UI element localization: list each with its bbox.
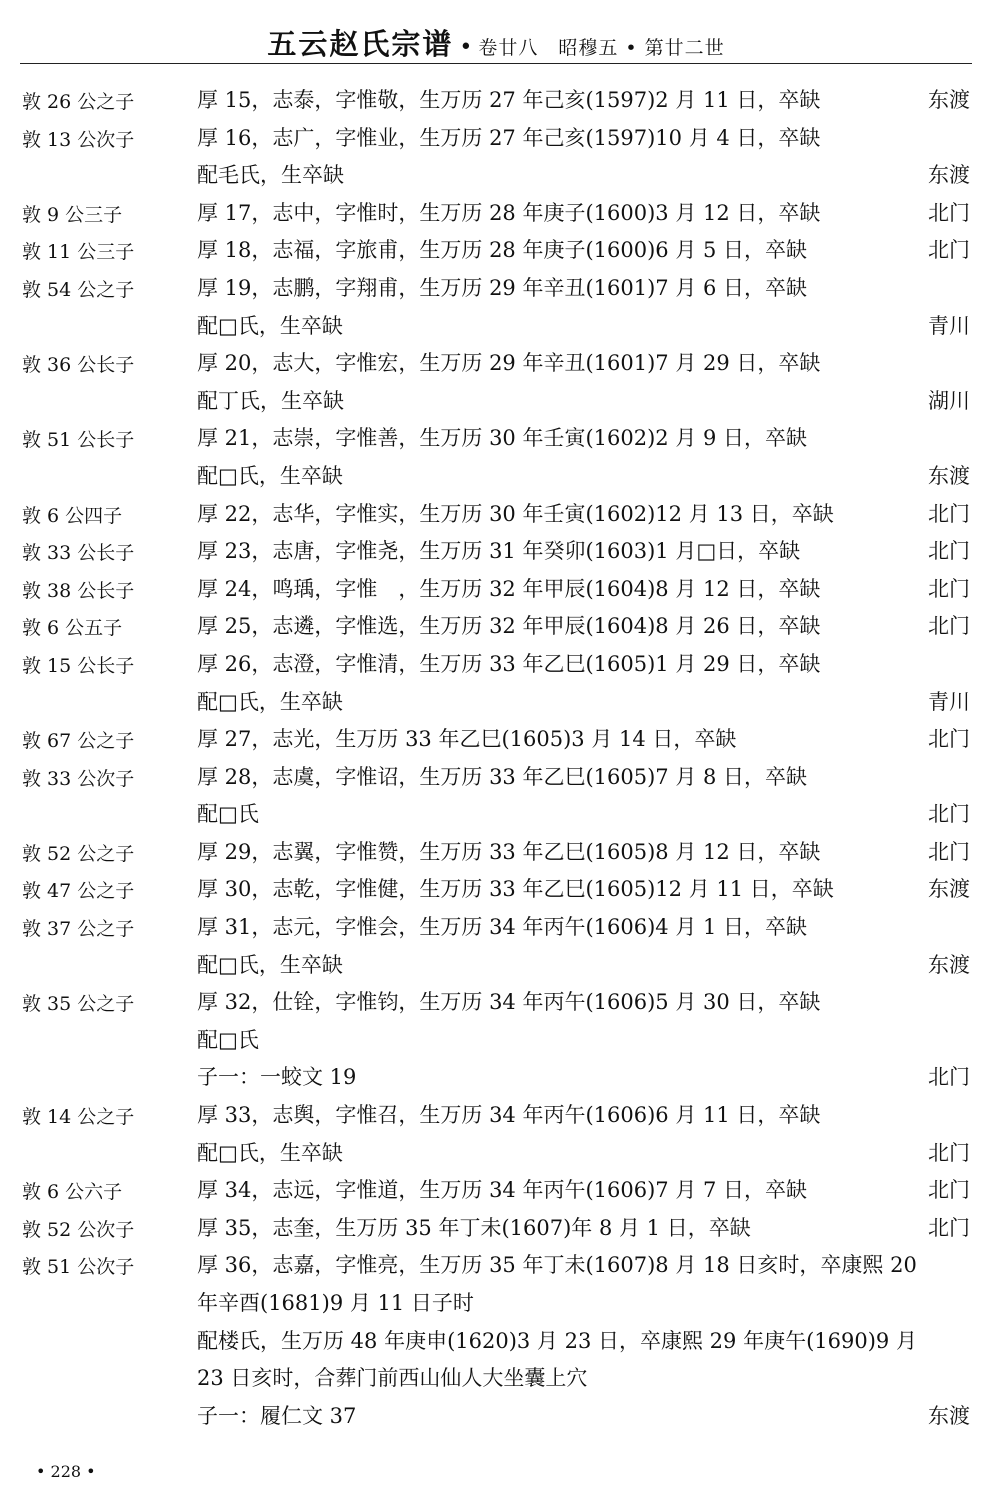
parent-relation: 敦 14 公之子 bbox=[22, 1106, 135, 1129]
parent-relation: 敦 47 公之子 bbox=[22, 880, 135, 903]
residence-location: 北门 bbox=[928, 576, 970, 601]
residence-location: 东渡 bbox=[928, 952, 970, 977]
entry-text: 厚 25，志遴，字惟选，生万历 32 年甲辰(1604)8 月 26 日，卒缺 bbox=[197, 614, 821, 639]
entry-text: 厚 16，志广，字惟业，生万历 27 年己亥(1597)10 月 4 日，卒缺 bbox=[197, 125, 821, 150]
parent-relation: 敦 51 公长子 bbox=[22, 429, 135, 452]
entry-text: 厚 29，志翼，字惟赞，生万历 33 年乙巳(1605)8 月 12 日，卒缺 bbox=[197, 839, 821, 864]
entry-text: 厚 24，鸣瑀，字惟 ，生万历 32 年甲辰(1604)8 月 12 日，卒缺 bbox=[197, 576, 821, 601]
residence-location: 东渡 bbox=[928, 163, 970, 188]
residence-location: 北门 bbox=[928, 501, 970, 526]
parent-relation: 敦 67 公之子 bbox=[22, 730, 135, 753]
entry-row bbox=[0, 458, 992, 496]
entry-row bbox=[0, 796, 992, 834]
entry-text: 厚 23，志唐，字惟尧，生万历 31 年癸卯(1603)1 月□日，卒缺 bbox=[197, 539, 801, 564]
residence-location: 北门 bbox=[928, 539, 970, 564]
entry-row bbox=[0, 947, 992, 985]
parent-relation: 敦 52 公次子 bbox=[22, 1218, 135, 1241]
entry-row bbox=[0, 1059, 992, 1097]
parent-relation: 敦 36 公长子 bbox=[22, 354, 135, 377]
entry-text: 厚 21，志崇，字惟善，生万历 30 年壬寅(1602)2 月 9 日，卒缺 bbox=[197, 426, 808, 451]
entry-row bbox=[0, 871, 992, 909]
residence-location: 北门 bbox=[928, 1215, 970, 1240]
section-subtitle: 卷廿八 昭穆五 • 第廿二世 bbox=[478, 37, 725, 59]
parent-relation: 敦 11 公三子 bbox=[22, 241, 135, 264]
entry-row bbox=[0, 1210, 992, 1248]
residence-location: 北门 bbox=[928, 1140, 970, 1165]
entry-row bbox=[0, 759, 992, 797]
entry-row bbox=[0, 383, 992, 421]
residence-location: 北门 bbox=[928, 1178, 970, 1203]
entry-row bbox=[0, 721, 992, 759]
parent-relation: 敦 6 公四子 bbox=[22, 504, 123, 527]
entry-text: 子一：一蛟文 19 bbox=[197, 1065, 357, 1090]
entry-text: 厚 36，志嘉，字惟亮，生万历 35 年丁未(1607)8 月 18 日亥时，卒康熙 20 bbox=[197, 1253, 917, 1278]
entry-text: 厚 33，志舆，字惟召，生万历 34 年丙午(1606)6 月 11 日，卒缺 bbox=[197, 1103, 821, 1128]
entry-text: 厚 17，志中，字惟时，生万历 28 年庚子(1600)3 月 12 日，卒缺 bbox=[197, 200, 821, 225]
parent-relation: 敦 52 公之子 bbox=[22, 842, 135, 865]
entry-text: 厚 35，志奎，生万历 35 年丁未(1607)年 8 月 1 日，卒缺 bbox=[197, 1215, 751, 1240]
entry-row bbox=[0, 1097, 992, 1135]
entry-row bbox=[0, 1135, 992, 1173]
entry-row bbox=[0, 345, 992, 383]
entry-row bbox=[0, 909, 992, 947]
parent-relation: 敦 33 公长子 bbox=[22, 542, 135, 565]
entry-row bbox=[0, 1398, 992, 1436]
entry-text: 子一：履仁文 37 bbox=[197, 1403, 357, 1428]
entry-row bbox=[0, 195, 992, 233]
entry-text: 厚 30，志乾，字惟健，生万历 33 年乙巳(1605)12 月 11 日，卒缺 bbox=[197, 877, 834, 902]
entry-text: 年辛酉(1681)9 月 11 日子时 bbox=[197, 1291, 474, 1315]
entry-text: 配□氏，生卒缺 bbox=[197, 463, 343, 488]
entry-text: 配□氏，生卒缺 bbox=[197, 689, 343, 714]
entry-text: 厚 15，志泰，字惟敬，生万历 27 年己亥(1597)2 月 11 日，卒缺 bbox=[197, 88, 821, 112]
residence-location: 东渡 bbox=[928, 463, 970, 488]
entry-text: 厚 18，志福，字旅甫，生万历 28 年庚子(1600)6 月 5 日，卒缺 bbox=[197, 238, 808, 263]
entry-text: 配毛氏，生卒缺 bbox=[197, 163, 344, 188]
entry-text: 厚 22，志华，字惟实，生万历 30 年壬寅(1602)12 月 13 日，卒缺 bbox=[197, 501, 834, 526]
parent-relation: 敦 6 公六子 bbox=[22, 1181, 123, 1204]
residence-location: 北门 bbox=[928, 238, 970, 263]
residence-location: 北门 bbox=[928, 727, 970, 752]
parent-relation: 敦 26 公之子 bbox=[22, 91, 135, 113]
entry-row bbox=[0, 1323, 992, 1361]
entry-text: 配楼氏，生万历 48 年庚申(1620)3 月 23 日，卒康熙 29 年庚午(1690)9 月 bbox=[197, 1328, 917, 1353]
entry-row bbox=[0, 82, 992, 120]
residence-location: 东渡 bbox=[928, 88, 970, 112]
residence-location: 北门 bbox=[928, 614, 970, 639]
entry-row bbox=[0, 1360, 992, 1398]
entry-row bbox=[0, 420, 992, 458]
entry-text: 厚 32，仕铨，字惟钧，生万历 34 年丙午(1606)5 月 30 日，卒缺 bbox=[197, 990, 821, 1015]
entry-text: 配丁氏，生卒缺 bbox=[197, 388, 344, 413]
residence-location: 东渡 bbox=[928, 1403, 970, 1428]
entry-row bbox=[0, 984, 992, 1022]
residence-location: 北门 bbox=[928, 839, 970, 864]
entry-row bbox=[0, 608, 992, 646]
entry-text: 配□氏 bbox=[197, 802, 259, 827]
page-header bbox=[0, 22, 992, 62]
entry-text: 厚 31，志元，字惟会，生万历 34 年丙午(1606)4 月 1 日，卒缺 bbox=[197, 915, 808, 940]
entry-text: 配□氏 bbox=[197, 1027, 259, 1052]
entry-row bbox=[0, 496, 992, 534]
entry-row bbox=[0, 571, 992, 609]
entry-text: 厚 20，志大，字惟宏，生万历 29 年辛丑(1601)7 月 29 日，卒缺 bbox=[197, 351, 821, 376]
entry-text: 配□氏，生卒缺 bbox=[197, 952, 343, 977]
residence-location: 青川 bbox=[928, 689, 970, 714]
entry-row bbox=[0, 157, 992, 195]
entry-row bbox=[0, 646, 992, 684]
residence-location: 北门 bbox=[928, 802, 970, 827]
parent-relation: 敦 9 公三子 bbox=[22, 203, 123, 226]
entry-text: 厚 34，志远，字惟道，生万历 34 年丙午(1606)7 月 7 日，卒缺 bbox=[197, 1178, 808, 1203]
entry-text: 厚 27，志光，生万历 33 年乙巳(1605)3 月 14 日，卒缺 bbox=[197, 727, 737, 752]
parent-relation: 敦 38 公长子 bbox=[22, 579, 135, 602]
entry-text: 厚 28，志虞，字惟诏，生万历 33 年乙巳(1605)7 月 8 日，卒缺 bbox=[197, 764, 808, 789]
entry-row bbox=[0, 270, 992, 308]
book-title: 五云赵氏宗谱 bbox=[267, 27, 454, 61]
parent-relation: 敦 13 公次子 bbox=[22, 128, 135, 151]
parent-relation: 敦 33 公次子 bbox=[22, 767, 135, 790]
entry-row bbox=[0, 834, 992, 872]
parent-relation: 敦 51 公次子 bbox=[22, 1256, 135, 1279]
entry-row bbox=[0, 1247, 992, 1285]
residence-location: 东渡 bbox=[928, 877, 970, 902]
entry-text: 配□氏，生卒缺 bbox=[197, 313, 343, 338]
page-number: • 228 • bbox=[36, 1462, 96, 1481]
entry-row bbox=[0, 232, 992, 270]
header-separator: • bbox=[459, 35, 473, 60]
entry-text: 厚 26，志澄，字惟清，生万历 33 年乙巳(1605)1 月 29 日，卒缺 bbox=[197, 651, 821, 676]
entry-text: 23 日亥时，合葬门前西山仙人大坐囊上穴 bbox=[197, 1366, 588, 1391]
entry-row bbox=[0, 684, 992, 722]
residence-location: 青川 bbox=[928, 313, 970, 338]
parent-relation: 敦 37 公之子 bbox=[22, 918, 135, 941]
entry-row bbox=[0, 1285, 992, 1323]
parent-relation: 敦 15 公长子 bbox=[22, 654, 135, 677]
header-rule bbox=[20, 63, 972, 64]
entry-row bbox=[0, 1022, 992, 1060]
entry-row bbox=[0, 308, 992, 346]
residence-location: 北门 bbox=[928, 1065, 970, 1090]
entry-row bbox=[0, 1172, 992, 1210]
entry-text: 配□氏，生卒缺 bbox=[197, 1140, 343, 1165]
parent-relation: 敦 6 公五子 bbox=[22, 617, 123, 640]
genealogy-entries bbox=[0, 82, 992, 1435]
entry-text: 厚 19，志鹏，字翔甫，生万历 29 年辛丑(1601)7 月 6 日，卒缺 bbox=[197, 275, 808, 300]
parent-relation: 敦 35 公之子 bbox=[22, 993, 135, 1016]
residence-location: 北门 bbox=[928, 200, 970, 225]
entry-row bbox=[0, 533, 992, 571]
parent-relation: 敦 54 公之子 bbox=[22, 278, 135, 301]
residence-location: 湖川 bbox=[928, 388, 970, 413]
entry-row bbox=[0, 120, 992, 158]
